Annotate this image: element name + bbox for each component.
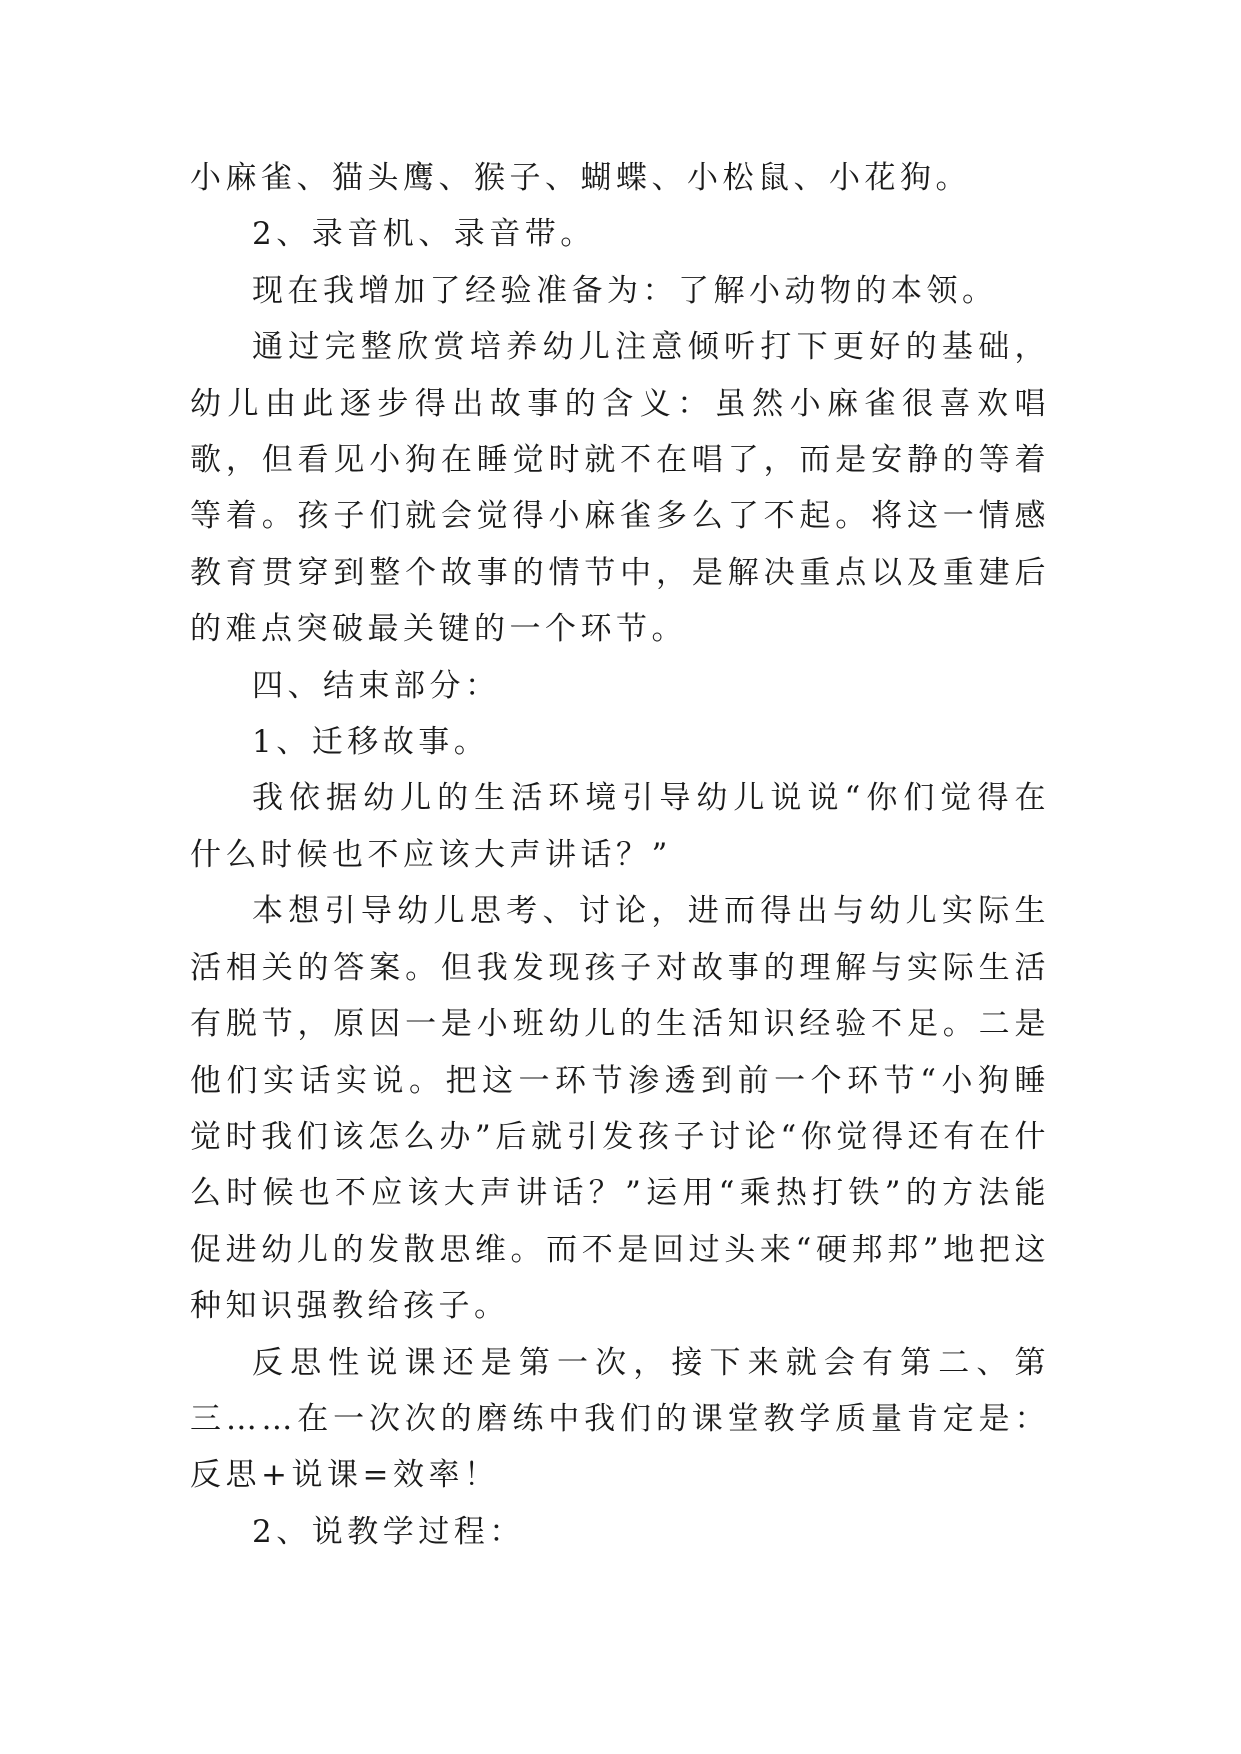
paragraph-experience-prep: 现在我增加了经验准备为：了解小动物的本领。 (252, 272, 998, 309)
paragraph-reflective-lecture: 反思性说课还是第一次，接下来就会有第二、第三……在一次次的磨练中我们的课堂教学质量肯定是：反思+说课=效率！ (190, 1344, 1050, 1494)
paragraph-recorder: 2、录音机、录音带。 (252, 216, 596, 253)
paragraph-story-appreciation: 通过完整欣赏培养幼儿注意倾听打下更好的基础，幼儿由此逐步得出故事的含义：虽然小麻雀很喜欢唱歌，但看见小狗在睡觉时就不在唱了，而是安静的等着等着。孩子们就会觉得小麻雀多么了不起。将这一情感教育贯穿到整个故事的情节中，是解决重点以及重建后的难点突破最关键的一个环节。 (190, 329, 1050, 648)
paragraph-teaching-process: 2、说教学过程： (252, 1513, 525, 1550)
paragraph-reflection-discussion: 本想引导幼儿思考、讨论，进而得出与幼儿实际生活相关的答案。但我发现孩子对故事的理解与实际生活有脱节，原因一是小班幼儿的生活知识经验不足。二是他们实话实说。把这一环节渗透到前一个环节“小狗睡觉时我们该怎么办”后就引发孩子讨论“你觉得还有在什么时候也不应该大声讲话？”运用“乘热打铁”的方法能促进幼儿的发散思维。而不是回过头来“硬邦邦”地把这种知识强教给孩子。 (190, 893, 1050, 1325)
document-body (190, 150, 1050, 1560)
paragraph-transfer-story: 1、迁移故事。 (252, 724, 490, 761)
paragraph-ending-heading: 四、结束部分： (252, 667, 501, 704)
paragraph-animal-list: 小麻雀、猫头鹰、猴子、蝴蝶、小松鼠、小花狗。 (190, 160, 971, 196)
paragraph-guide-question: 我依据幼儿的生活环境引导幼儿说说“你们觉得在什么时候也不应该大声讲话？” (190, 780, 1050, 873)
